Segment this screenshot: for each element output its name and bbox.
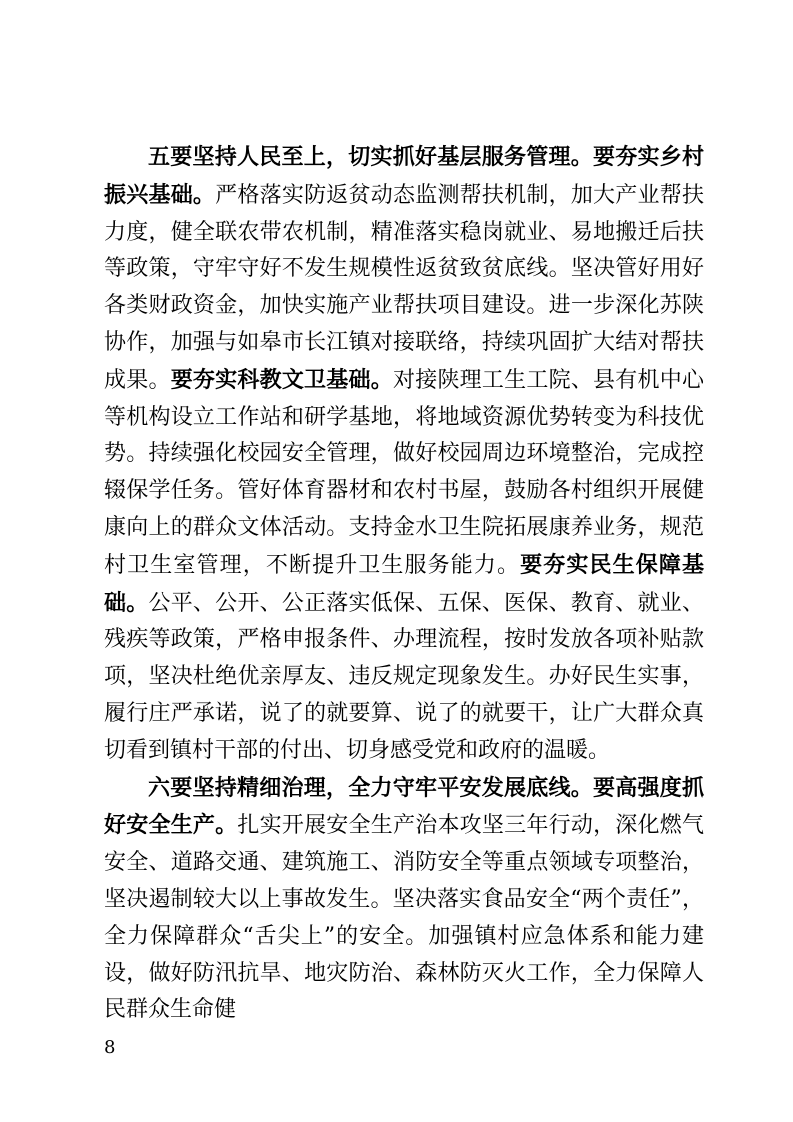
bold-text-run: 要夯实科教文卫基础。 [170,366,393,393]
page-number: 8 [104,1037,116,1058]
document-body [104,139,704,1029]
paragraph [104,770,704,1030]
text-run: 严格落实防返贫动态监测帮扶机制，加大产业帮扶力度，健全联农带农机制，精准落实稳岗就业、易地搬迁后扶等政策，守牢守好不发生规模性返贫致贫底线。坚决管好用好各类财政资金，加快实施产业帮扶项目建设。进一步深化苏陕协作，加强与如皋市长江镇对接联络，持续巩固扩大结对帮扶成果。 [104,182,704,393]
text-run: 公平、公开、公正落实低保、五保、医保、教育、就业、残疾等政策，严格申报条件、办理流程，按时发放各项补贴款项，坚决杜绝优亲厚友、违反规定现象发生。办好民生实事，履行庄严承诺，说了的就要算、说了的就要干，让广大群众真切看到镇村干部的付出、切身感受党和政府的温暖。 [104,590,704,763]
text-run: 对接陕理工生工院、县有机中心等机构设立工作站和研学基地，将地域资源优势转变为科技优势。持续强化校园安全管理，做好校园周边环境整治，完成控辍保学任务。管好体育器材和农村书屋，鼓励各村组织开展健康向上的群众文体活动。支持金水卫生院拓展康养业务，规范村卫生室管理，不断提升卫生服务能力。 [104,367,704,578]
bold-text-run: 五要坚持人民至上，切实抓好基层服务管理。要夯实乡村振兴基础。 [104,144,704,208]
bold-text-run: 要夯实民生保障基础。 [104,551,704,616]
paragraph [104,139,704,770]
bold-text-run: 六要坚持精细治理，全力守牢平安发展底线。要高强度抓好安全生产。 [104,774,704,839]
text-run: 扎实开展安全生产治本攻坚三年行动，深化燃气安全、道路交通、建筑施工、消防安全等重点领域专项整治，坚决遏制较大以上事故发生。坚决落实食品安全“两个责任”，全力保障群众“舌尖上”的安全。加强镇村应急体系和能力建设，做好防汛抗旱、地灾防治、森林防灭火工作，全力保障人民群众生命健 [104,813,704,1023]
